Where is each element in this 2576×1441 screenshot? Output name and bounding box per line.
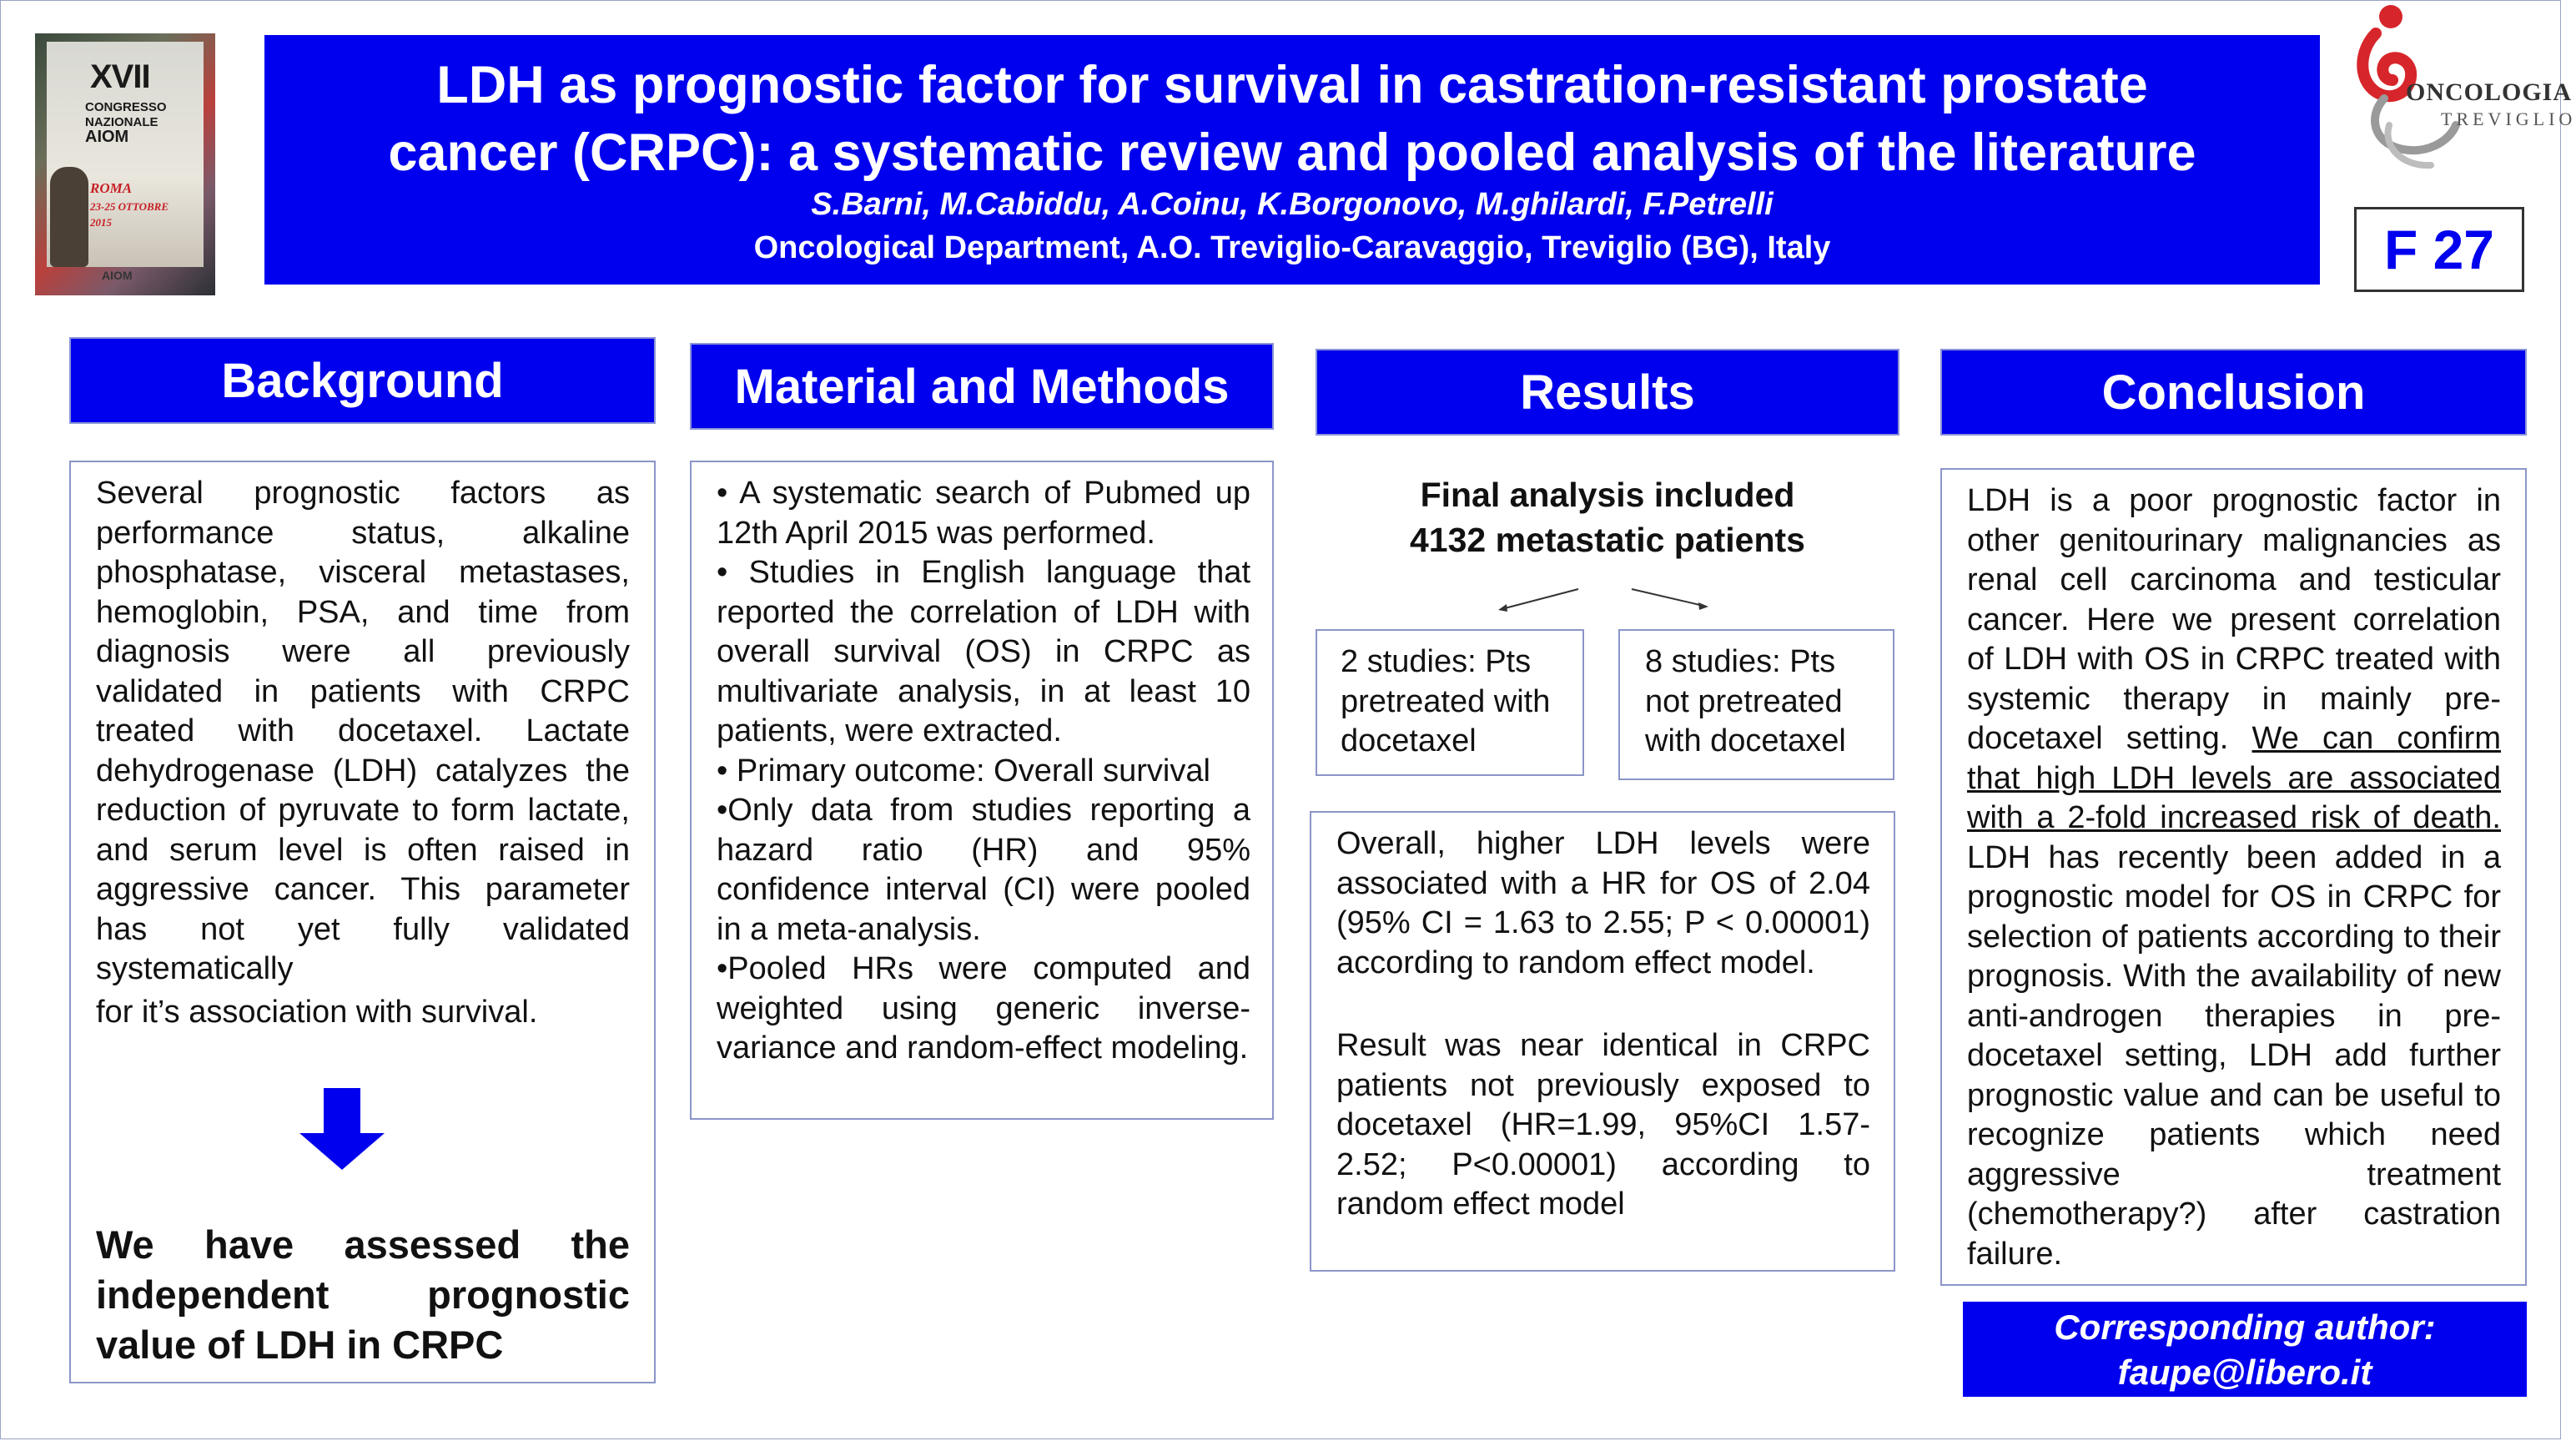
conclusion-box [1940, 468, 2527, 1286]
conclusion-key-finding: We can confirm that high LDH levels are associated with a 2-fold increased risk of death. [1967, 721, 2501, 835]
results-para1: Overall, higher LDH levels were associated with a HR for OS of 2.04 (95% CI = 1.63 to 2.55; P < 0.00001) according to random effect model. [1336, 826, 1870, 980]
title-banner [264, 35, 2320, 285]
split-arrows-icon [1485, 584, 1735, 617]
conclusion-text-a: LDH is a poor prognostic factor in other genitourinary malignancies as renal cell carcinoma and testicular cancer. Here we present correlation of LDH with OS in CRPC treated with systemic therapy in mainly pre-docetaxel setting. [1967, 483, 2501, 756]
conclusion-text [1967, 481, 2501, 1274]
results-summary-line1: Final analysis included [1420, 476, 1795, 514]
corresponding-author-label: Corresponding author: [2054, 1307, 2436, 1347]
background-header: Background [69, 337, 656, 424]
congress-line2: NAZIONALE [85, 115, 158, 129]
methods-list [717, 474, 1250, 1069]
methods-item-2: • Studies in English language that reported the correlation of LDH with overall survival (OS) in CRPC as multivariate analysis, in at least 10 patients, were extracted. [717, 555, 1250, 748]
methods-item-1: • A systematic search of Pubmed up 12th April 2015 was performed. [717, 476, 1250, 551]
results-detail-box [1310, 811, 1895, 1272]
results-summary [1316, 472, 1899, 562]
background-box [69, 461, 656, 1383]
methods-item-3: • Primary outcome: Overall survival [717, 753, 1210, 789]
poster-code: F 27 [2354, 207, 2524, 292]
corresponding-author-box [1963, 1302, 2527, 1397]
title-line1: LDH as prognostic factor for survival in castration-resistant prostate [436, 56, 2148, 114]
methods-box [690, 461, 1274, 1120]
results-header: Results [1316, 349, 1899, 436]
background-text-tail: for it’s association with survival. [96, 995, 538, 1030]
results-summary-line2: 4132 metastatic patients [1409, 521, 1805, 559]
congress-city: ROMA [90, 180, 133, 196]
results-para2: Result was near identical in CRPC patients not previously exposed to docetaxel (HR=1.99, 95%CI 1.57-2.52; P<0.00001) according to random effect model [1336, 1028, 1870, 1222]
thumbnail-figure [50, 167, 88, 267]
conclusion-header: Conclusion [1940, 349, 2527, 436]
results-box-pretreated [1316, 629, 1584, 776]
poster-title [264, 52, 2320, 187]
methods-header: Material and Methods [690, 343, 1274, 430]
methods-item-5: •Pooled HRs were computed and weighted using generic inverse-variance and random-effect modeling. [717, 951, 1250, 1066]
aim-statement: We have assessed the independent prognostic value of LDH in CRPC [96, 1222, 630, 1367]
authors: S.Barni, M.Cabiddu, A.Coinu, K.Borgonovo, M.ghilardi, F.Petrelli [811, 187, 1774, 222]
logo-name2: TREVIGLIO [2441, 108, 2576, 129]
congress-poster-thumbnail [35, 33, 215, 295]
logo-name1: ONCOLOGIA [2406, 78, 2573, 106]
pretreated-text: 2 studies: Pts pretreated with docetaxel [1341, 644, 1551, 758]
down-arrow-icon [296, 1088, 388, 1171]
congress-edition: XVII [90, 58, 150, 95]
affiliation: Oncological Department, A.O. Treviglio-Caravaggio, Treviglio (BG), Italy [753, 230, 1831, 265]
title-line2: cancer (CRPC): a systematic review and pooled analysis of the literature [388, 123, 2196, 182]
congress-org: AIOM [102, 269, 133, 282]
oncologia-treviglio-logo [2351, 0, 2576, 194]
conclusion-text-b: LDH has recently been added in a prognostic model for OS in CRPC for selection of patients according to their prognosis. With the availability of new anti-androgen therapies in pre-docetaxel setting, LDH add further prognostic value and can be useful to recognize patients which need aggressive treatment (chemotherapy?) after castration failure. [1967, 839, 2501, 1272]
results-box-not-pretreated [1618, 629, 1894, 780]
congress-line1: CONGRESSO [85, 100, 167, 114]
corresponding-author-email[interactable]: faupe@libero.it [2117, 1353, 2372, 1392]
methods-item-4: •Only data from studies reporting a hazard ratio (HR) and 95% confidence interval (CI) were pooled in a meta-analysis. [717, 793, 1250, 947]
congress-dates: 23-25 OTTOBRE 2015 [90, 200, 169, 229]
congress-line3: AIOM [85, 128, 129, 146]
background-text: Several prognostic factors as performance status, alkaline phosphatase, visceral metastases, hemoglobin, PSA, and time from diagnosis were all previously validated in patients with CRPC treated with docetaxel. Lactate dehydrogenase (LDH) catalyzes the reduction of pyruvate to form lactate, and serum level is often raised in aggressive cancer. This parameter has not yet fully validated systematically [96, 476, 630, 986]
not-pretreated-text: 8 studies: Pts not pretreated with docetaxel [1645, 644, 1846, 758]
